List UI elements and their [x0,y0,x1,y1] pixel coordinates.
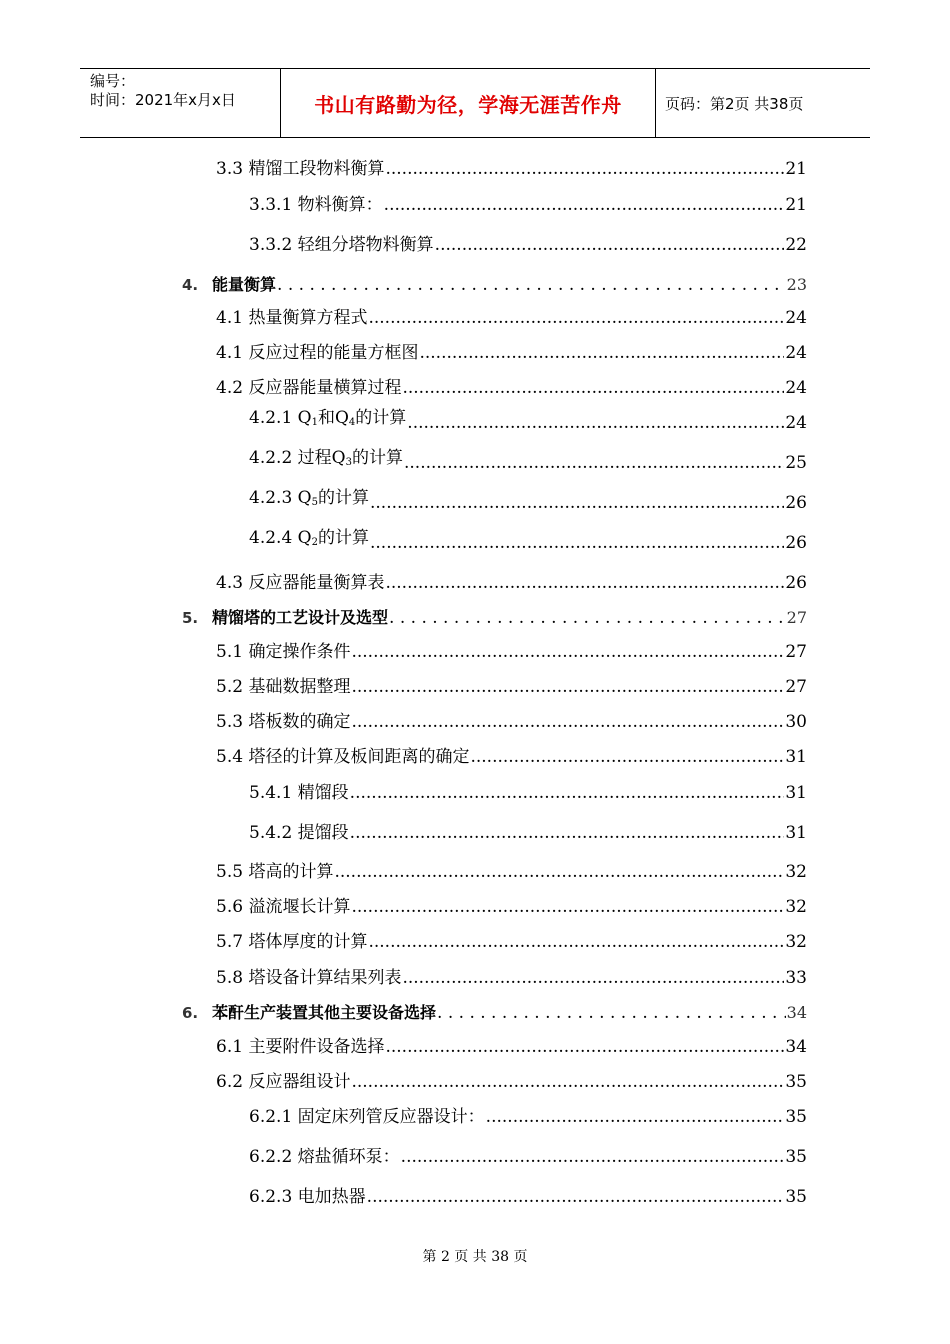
toc-chapter-title: 能量衡算 [212,275,277,294]
toc-entry-label [182,607,388,629]
toc-dot-leader [385,158,784,180]
time-label: 时间：2021年x月x日 [90,91,236,109]
toc-page-number: 24 [785,343,807,363]
toc-entry-label: 6.2.1 固定床列管反应器设计： [249,1107,485,1127]
toc-page-number: 32 [785,862,807,882]
toc-entry[interactable] [216,676,807,698]
toc-page-number: 27 [786,608,807,627]
toc-page-number: 21 [785,159,807,179]
toc-entry[interactable] [216,158,807,180]
toc-entry-label: 5.7 塔体厚度的计算 [216,932,368,952]
toc-chapter-title: 苯酐生产装置其他主要设备选择 [212,1003,437,1022]
toc-entry[interactable] [216,1036,807,1058]
toc-entry[interactable] [216,746,807,768]
toc-page-number: 35 [785,1147,807,1167]
toc-dot-leader [367,1186,785,1208]
toc-label-part: 的计算 [317,528,369,548]
toc-entry[interactable] [182,274,807,296]
toc-dot-leader [389,607,786,629]
toc-page-number: 34 [786,1003,807,1022]
toc-label-part: 4.2.4 Q [249,528,312,548]
toc-entry[interactable] [216,572,807,594]
toc-entry-label: 5.3 塔板数的确定 [216,712,351,732]
header-page-cell [655,69,870,137]
toc-entry[interactable] [249,822,807,844]
toc-page-number: 31 [785,747,807,767]
toc-chapter-number: 6. [182,1004,199,1022]
toc-label-part: 的计算 [355,408,407,428]
toc-entry-label: 5.5 塔高的计算 [216,862,334,882]
toc-page-number: 24 [785,413,807,433]
toc-page-number: 26 [785,573,807,593]
subscript: 3 [345,457,352,468]
toc-entry-label: 6.2 反应器组设计 [216,1072,351,1092]
subscript: 5 [311,497,318,508]
toc-entry[interactable] [182,1002,807,1024]
toc-entry-label: 4.1 热量衡算方程式 [216,308,368,328]
toc-entry-label: 5.2 基础数据整理 [216,677,351,697]
toc-chapter-number: 4. [182,276,199,294]
toc-dot-leader [470,746,784,768]
toc-entry-label: 5.4.1 精馏段 [249,783,349,803]
toc-entry[interactable] [216,861,807,883]
toc-dot-leader [437,1002,786,1024]
toc-dot-leader [351,896,784,918]
toc-entry-label [249,487,369,514]
toc-page-number: 30 [785,712,807,732]
toc-entry[interactable] [249,1186,807,1208]
toc-entry[interactable] [216,967,807,989]
toc-dot-leader [385,572,784,594]
toc-dot-leader [368,307,784,329]
subscript: 2 [311,537,318,548]
toc-label-part: 的计算 [317,488,369,508]
toc-dot-leader [350,822,785,844]
toc-page-number: 35 [785,1072,807,1092]
subscript: 4 [348,417,356,428]
page-indicator: 页码：第2页 共38页 [665,94,804,113]
motto-text: 书山有路勤为径，学海无涯苦作舟 [314,92,622,117]
toc-dot-leader [277,274,786,296]
toc-entry[interactable] [216,641,807,663]
toc-dot-leader [385,1036,784,1058]
toc-dot-leader [334,861,784,883]
number-label: 编号： [90,72,136,90]
toc-entry[interactable] [216,307,807,329]
toc-page-number: 32 [785,897,807,917]
toc-entry-label [249,407,406,434]
toc-page-number: 24 [785,308,807,328]
toc-entry[interactable] [249,1106,807,1128]
toc-page-number: 34 [785,1037,807,1057]
toc-dot-leader [350,782,785,804]
toc-entry[interactable] [249,528,807,554]
toc-entry[interactable] [182,607,807,629]
toc-entry-label [249,527,369,554]
toc-chapter-title: 精馏塔的工艺设计及选型 [212,608,389,627]
toc-dot-leader [435,234,785,256]
toc-page-number: 24 [785,378,807,398]
toc-page-number: 25 [785,453,807,473]
toc-page-number: 35 [785,1187,807,1207]
toc-page-number: 27 [785,642,807,662]
toc-entry-label [249,447,403,474]
toc-dot-leader [351,676,784,698]
toc-entry[interactable] [216,711,807,733]
subscript: 1 [311,417,318,428]
toc-entry[interactable] [249,448,807,474]
toc-dot-leader [351,1071,784,1093]
toc-page-number: 35 [785,1107,807,1127]
toc-label-part: 4.2.3 Q [249,488,312,508]
toc-dot-leader [370,492,784,514]
toc-page-number: 31 [785,783,807,803]
toc-entry-label [182,274,276,296]
toc-dot-leader [370,532,784,554]
toc-entry-label: 3.3.2 轻组分塔物料衡算 [249,235,434,255]
toc-entry-label: 4.3 反应器能量衡算表 [216,573,385,593]
toc-dot-leader [486,1106,785,1128]
header-motto-cell [280,69,656,137]
toc-entry-label: 5.4.2 提馏段 [249,823,349,843]
page-footer: 第 2 页 共 38 页 [422,1249,528,1265]
toc-dot-leader [351,641,784,663]
toc-dot-leader [419,342,784,364]
toc-entry[interactable] [249,1146,807,1168]
toc-entry-label: 6.2.3 电加热器 [249,1187,366,1207]
toc-entry-label: 3.3.1 物料衡算： [249,195,383,215]
toc-entry[interactable] [216,377,807,399]
toc-dot-leader [351,711,784,733]
toc-entry[interactable] [216,1071,807,1093]
toc-page-number: 31 [785,823,807,843]
toc-entry-label: 5.6 溢流堰长计算 [216,897,351,917]
toc-dot-leader [401,1146,785,1168]
toc-chapter-number: 5. [182,609,199,627]
toc-entry-label: 3.3 精馏工段物料衡算 [216,159,385,179]
toc-entry[interactable] [249,782,807,804]
toc-entry[interactable] [216,342,807,364]
toc-page-number: 23 [786,275,807,294]
toc-entry[interactable] [216,896,807,918]
toc-entry-label: 6.1 主要附件设备选择 [216,1037,385,1057]
toc-page-number: 33 [785,968,807,988]
toc-label-part: 的计算 [351,448,403,468]
toc-dot-leader [404,452,784,474]
toc-page-number: 26 [785,493,807,513]
toc-page-number: 21 [785,195,807,215]
header-meta [80,69,280,137]
toc-page-number: 22 [785,235,807,255]
toc-entry[interactable] [249,488,807,514]
toc-entry-label: 4.2 反应器能量横算过程 [216,378,402,398]
toc-page-number: 32 [785,932,807,952]
page-header [80,68,870,138]
toc-entry[interactable] [249,408,807,434]
toc-page-number: 27 [785,677,807,697]
toc-entry-label: 5.1 确定操作条件 [216,642,351,662]
toc-label-part: 4.2.2 过程Q [249,448,346,468]
toc-entry[interactable] [216,931,807,953]
toc-entry-label: 5.4 塔径的计算及板间距离的确定 [216,747,470,767]
toc-label-part: 和Q [317,408,349,428]
toc-entry[interactable] [249,234,807,256]
toc-dot-leader [402,377,784,399]
toc-entry-label: 6.2.2 熔盐循环泵： [249,1147,400,1167]
toc-label-part: 4.2.1 Q [249,408,312,428]
toc-entry-label [182,1002,436,1024]
toc-dot-leader [407,412,784,434]
toc-entry-label: 4.1 反应过程的能量方框图 [216,343,419,363]
toc-dot-leader [384,194,785,216]
toc-entry[interactable] [249,194,807,216]
toc-entry-label: 5.8 塔设备计算结果列表 [216,968,402,988]
toc-dot-leader [402,967,784,989]
toc-page-number: 26 [785,533,807,553]
toc-dot-leader [368,931,784,953]
